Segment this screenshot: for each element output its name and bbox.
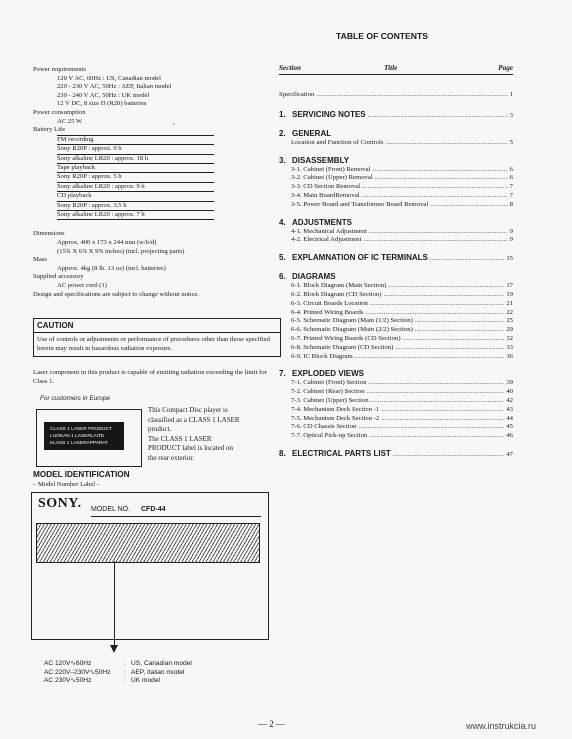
toc-entry-title: 7-4. Mechanism Deck Section -1 (291, 405, 380, 413)
toc-dot-leader (358, 423, 504, 432)
toc-dot-leader (383, 291, 504, 300)
toc-entry-title: 4-2. Electrical Adjustment (291, 236, 362, 244)
cd-note-line: classified as a CLASS 1 LASER (148, 415, 240, 424)
toc-entry[interactable] (279, 174, 513, 183)
model-label-caption: – Model Number Label – (33, 481, 101, 488)
toc-section-heading[interactable] (279, 110, 513, 121)
toc-section-title: GENERAL (292, 128, 332, 138)
power-requirements-line: 120 V AC, 60Hz : US, Canadian model (57, 74, 161, 82)
battery-row: CD playback (57, 191, 214, 200)
toc-entry-title: 6-6. Schematic Diagram (Main (2/2) Section) (291, 326, 413, 334)
hatched-voltage-area (36, 523, 260, 563)
toc-entry-title: 7-6. CD Chassis Section (291, 423, 357, 431)
power-consumption-label: Power consumption (33, 108, 86, 116)
toc-section-page: 3 (509, 111, 513, 119)
laser-label-line: KLASS 1 LASERAPPARAT (50, 441, 109, 446)
toc-dot-leader (393, 450, 504, 460)
toc-entry-page: 19 (506, 290, 513, 298)
toc-dot-leader (430, 201, 507, 210)
toc-section-title: EXPLAMNATION OF IC TERMINALS (292, 253, 428, 263)
accessory-label: Supplied accessory (33, 273, 84, 281)
toc-dot-leader (370, 300, 504, 309)
toc-entry-title: 6-9. IC Block Diagram (291, 352, 353, 360)
model-identification-title: MODEL IDENTIFICATION (33, 470, 130, 479)
cd-note-line: PRODUCT label is located on (148, 444, 234, 453)
toc-entry-page: 46 (506, 432, 513, 440)
toc-dot-leader (369, 432, 504, 441)
toc-entry[interactable] (279, 228, 513, 237)
toc-entry-title: 6-8. Schematic Diagram (CD Section) (291, 343, 394, 351)
cd-note-line: product. (148, 425, 172, 434)
toc-section-title: ELECTRICAL PARTS LIST (292, 448, 391, 458)
toc-section-number: 6. (279, 272, 286, 282)
toc-entry-title: 6-3. Circuit Boards Location (291, 299, 368, 307)
battery-row: FM recording (57, 135, 214, 144)
toc-entry-page: 29 (506, 326, 513, 334)
dimensions-line: Approx. 400 x 173 x 244 mm (w/h/d) (57, 239, 157, 246)
mass-label: Mass (33, 256, 47, 264)
toc-section-heading[interactable] (279, 129, 513, 139)
toc-section-heading[interactable] (279, 253, 513, 264)
battery-row: Sony R20P : approx. 3.5 h (57, 201, 214, 210)
toc-entry-title: 7-3. Cabinet (Upper) Section (291, 396, 369, 404)
toc-section-number: 5. (279, 253, 286, 263)
toc-entry-title: 3-4. Main BoardRemoval (291, 191, 360, 199)
laser-label-line: LUOKAN 1 LASERLAITE (50, 434, 105, 439)
toc-entry-page: 9 (509, 227, 513, 235)
toc-dot-leader (362, 192, 508, 201)
toc-entry[interactable] (279, 415, 513, 424)
toc-section-title: DIAGRAMS (292, 272, 336, 282)
toc-entry[interactable] (279, 192, 513, 201)
toc-entry-title: 7-5. Mechanism Deck Section -2 (291, 414, 380, 422)
toc-dot-leader (388, 282, 504, 291)
toc-section-heading[interactable] (279, 272, 513, 282)
toc-entry-page: 7 (509, 191, 513, 199)
toc-entry-title: 7-1. Cabinet (Front) Section (291, 379, 367, 387)
model-no-label: MODEL NO. (91, 506, 131, 513)
toc-entry-title: 3-2. Cabinet (Upper) Removal (291, 174, 373, 182)
voltage-separator: : (124, 668, 126, 676)
toc-entry-page: 32 (506, 334, 513, 342)
voltage-separator: : (124, 660, 126, 667)
caution-box (33, 318, 281, 357)
toc-entry[interactable] (279, 183, 513, 192)
battery-row: Sony R20P : approx. 9 h (57, 144, 214, 153)
toc-section-title: ADJUSTMENTS (292, 217, 353, 227)
toc-entry[interactable] (279, 353, 513, 362)
toc-entry-page: 9 (509, 236, 513, 244)
toc-dot-leader (415, 317, 504, 326)
voltage-value: AC 230V∿50Hz (44, 677, 92, 685)
toc-section-title: SERVICING NOTES (292, 109, 366, 119)
toc-entry-page: 25 (506, 317, 513, 325)
toc-entry[interactable] (279, 335, 513, 344)
toc-dot-leader (362, 183, 508, 192)
toc-entry[interactable] (279, 317, 513, 326)
voltage-region: UK model (131, 677, 160, 685)
toc-entry[interactable] (279, 344, 513, 353)
toc-entry-page: 5 (509, 138, 513, 146)
battery-row: Sony alkaline LR20 : approx. 9 h (57, 182, 214, 191)
toc-entry-title: 7-2. Cabinet (Rear) Section (291, 388, 365, 396)
toc-section-heading[interactable] (279, 218, 513, 228)
toc-entry-title: 6-4. Printed Wiring Boards (291, 308, 364, 316)
toc-dot-leader (371, 397, 505, 406)
battery-row: Sony alkaline LR20 : approx. 18 h (57, 154, 214, 163)
disclaimer: Design and specifications are subject to change without notice. (33, 290, 200, 298)
voltage-value: AC 220V–230V∿50Hz (44, 668, 111, 676)
battery-life-label: Battery Life (33, 126, 66, 134)
toc-entry[interactable] (279, 166, 513, 175)
page-title: TABLE OF CONTENTS (336, 31, 428, 41)
toc-dot-leader (369, 228, 508, 237)
toc-entry[interactable] (279, 432, 513, 441)
toc-entry[interactable] (279, 309, 513, 318)
toc-header (279, 62, 513, 75)
laser-note: Laser component in this product is capable of emitting radiation exceeding the limit for Class 1. (33, 369, 267, 385)
toc-entry-title: 6-5. Schematic Diagram (Main (1/2) Section) (291, 317, 413, 325)
voltage-region: US, Canadian model (131, 660, 192, 667)
page-number: — 2 — (258, 719, 285, 729)
toc-entry[interactable] (279, 397, 513, 406)
specifications-block (33, 66, 278, 299)
toc-entry-page: 44 (506, 414, 513, 422)
model-no-value: CFD-44 (141, 506, 166, 513)
toc-entry-page: 6 (509, 165, 513, 173)
toc-section-page: 47 (506, 450, 513, 458)
toc-entry-title: 6-7. Printed Wiring Boards (CD Section) (291, 334, 401, 342)
toc-entry[interactable] (279, 388, 513, 397)
toc-entry[interactable] (279, 406, 513, 415)
toc-section-number: 1. (279, 109, 286, 119)
toc-section-number: 8. (279, 448, 286, 458)
toc-dot-leader (415, 326, 504, 335)
toc-entry-title: Location and Function of Controls (291, 138, 384, 146)
toc-entry[interactable] (279, 91, 513, 100)
power-requirements-line: 230 - 240 V AC, 50Hz : UK model (57, 91, 150, 99)
toc-entry-title: 3-3. CD Section Removal (291, 183, 361, 191)
toc-dot-leader (368, 111, 508, 121)
toc-entry[interactable] (279, 201, 513, 210)
toc-dot-leader (430, 254, 504, 264)
laser-label-line: CLASS 1 LASER PRODUCT (50, 427, 112, 432)
toc-entry-page: 17 (506, 282, 513, 290)
toc-entry-title: 6-2. Block Diagram (CD Section) (291, 290, 382, 298)
toc-dot-leader (365, 309, 504, 318)
toc-dot-leader (355, 353, 505, 362)
toc-entry-page: 42 (506, 396, 513, 404)
toc-section-heading[interactable] (279, 156, 513, 166)
power-requirements-line: 220 - 230 V AC, 50Hz : AEP, Italian model (57, 83, 172, 91)
model-no-underline (91, 516, 261, 517)
toc-dot-leader (373, 166, 508, 175)
toc-section-heading[interactable] (279, 369, 513, 379)
toc-entry-page: 33 (506, 343, 513, 351)
accessory-value: AC power cord (1) (57, 281, 107, 289)
toc-entry[interactable] (279, 379, 513, 388)
stray-mark: , (173, 118, 175, 126)
caution-title: CAUTION (34, 319, 280, 333)
mass-value: Approx. 4kg (8 lb. 13 oz) (incl. batteries) (57, 264, 166, 272)
voltage-separator: : (124, 677, 126, 685)
toc-head-page: Page (498, 64, 513, 72)
toc-dot-leader (381, 415, 504, 424)
voltage-value: AC 120V∿60Hz (44, 660, 92, 667)
toc-entry-page: 43 (506, 405, 513, 413)
europe-label: For customers in Europe (40, 395, 110, 402)
toc-head-title: Title (384, 64, 398, 72)
cd-classification-note (148, 406, 273, 464)
toc-entry[interactable] (279, 423, 513, 432)
toc-entry-page: 45 (506, 423, 513, 431)
battery-row: Tape playback (57, 163, 214, 172)
toc-dot-leader (386, 139, 508, 148)
toc-dot-leader (316, 91, 507, 100)
toc-section-number: 7. (279, 369, 286, 379)
cd-note-line: The CLASS 1 LASER (148, 434, 212, 443)
toc-entry-title: 4-1. Mechanical Adjustment (291, 227, 367, 235)
power-requirements-label: Power requirements (33, 66, 86, 73)
toc-dot-leader (375, 174, 508, 183)
caution-body: Use of controls or adjustments or performance of procedures other than those specified herein may result in hazardous radiation exposure. (37, 336, 270, 352)
toc-section-number: 4. (279, 217, 286, 227)
toc-section-page: 15 (506, 255, 513, 263)
toc-entry-title: 7-7. Optical Pick-up Section (291, 432, 368, 440)
toc-head-section: Section (279, 64, 301, 72)
toc-dot-leader (367, 388, 505, 397)
class1-laser-label (44, 422, 124, 450)
toc-dot-leader (395, 344, 504, 353)
toc-entry[interactable] (279, 139, 513, 148)
power-requirements-line: 12 V DC, 8 size D (R20) batteries (57, 100, 147, 108)
toc-sections (279, 100, 513, 460)
voltage-region: AEP, Italian model (131, 668, 185, 676)
toc-entry-page: 7 (509, 183, 513, 191)
model-number-plate (31, 492, 269, 640)
dimensions-line: (15¾ X 6⅞ X 9⅝ inches) (incl. projecting parts) (57, 247, 185, 255)
toc-entry[interactable] (279, 291, 513, 300)
toc-entry-title: Specification (279, 91, 315, 98)
sony-logo: SONY. (38, 496, 82, 511)
toc-entry-title: 3-5. Power Board and Transformer Board Removal (291, 200, 429, 208)
toc-section-title: DISASSEMBLY (292, 155, 350, 165)
toc-dot-leader (363, 236, 507, 245)
battery-row: Sony R20P : approx. 5 h (57, 172, 214, 181)
toc-entry-page: 22 (506, 308, 513, 316)
battery-row: Sony alkaline LR20 : approx. 7 h (57, 210, 214, 220)
toc-entry[interactable] (279, 236, 513, 245)
dimensions-label: Dimensions (33, 230, 65, 238)
watermark: www.instrukcia.ru (466, 721, 537, 731)
toc-entry[interactable] (279, 300, 513, 309)
cd-note-line: This Compact Disc player is (148, 406, 228, 414)
toc-section-title: EXPLODED VIEWS (292, 369, 365, 379)
toc-entry-title: 3-1. Cabinet (Front) Removal (291, 165, 371, 173)
pointer-arrow-line (114, 561, 115, 647)
toc-entry-page: 39 (506, 379, 513, 387)
toc-entry-page: 36 (506, 352, 513, 360)
arrow-down-icon (110, 645, 118, 653)
toc-entry[interactable] (279, 326, 513, 335)
power-consumption-value: AC 25 W (57, 117, 83, 125)
toc-dot-leader (381, 406, 504, 415)
toc-section-number: 3. (279, 155, 286, 165)
cd-note-line: the rear exterior. (148, 453, 195, 462)
toc-entry-page: 1 (509, 91, 513, 98)
toc-entry-page: 8 (509, 200, 513, 208)
toc-entry[interactable] (279, 282, 513, 291)
toc-entry-page: 40 (506, 388, 513, 396)
toc-section-number: 2. (279, 128, 286, 138)
toc-section-heading[interactable] (279, 449, 513, 460)
toc-entry-page: 21 (506, 299, 513, 307)
toc-entry-title: 6-1. Block Diagram (Main Section) (291, 282, 387, 290)
toc-entry-page: 6 (509, 174, 513, 182)
toc-dot-leader (403, 335, 505, 344)
toc (279, 62, 513, 460)
toc-dot-leader (368, 379, 504, 388)
